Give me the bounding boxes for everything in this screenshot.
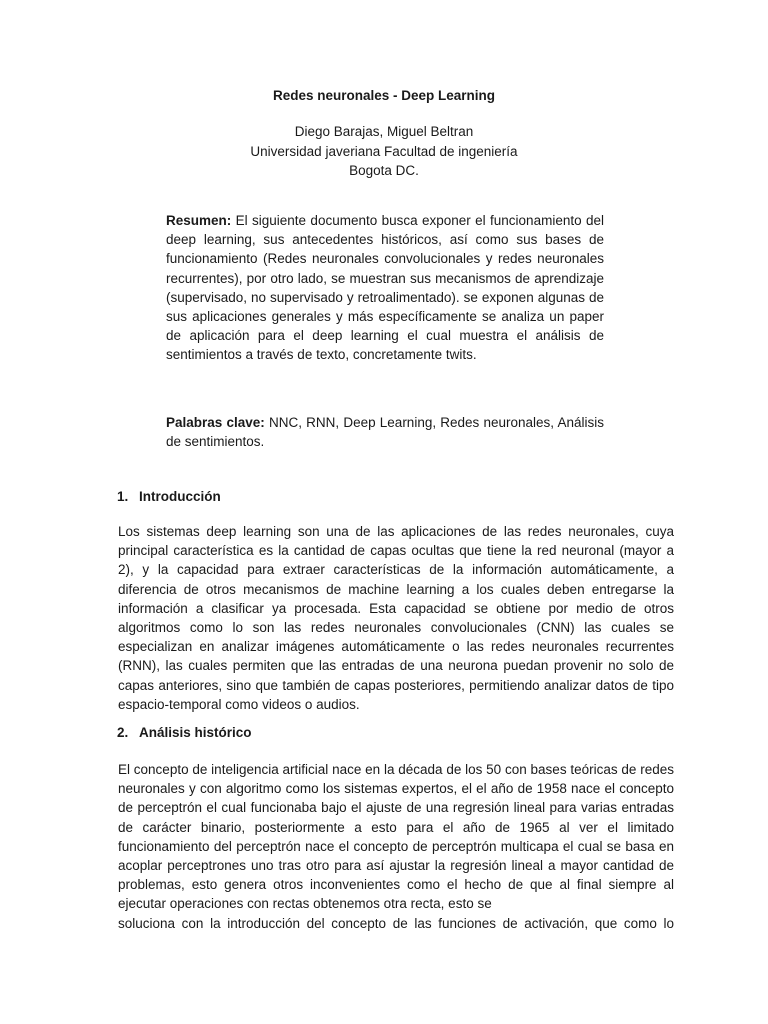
paper-title: Redes neuronales - Deep Learning <box>272 88 496 103</box>
author-city: Bogota DC. <box>349 163 419 178</box>
section-title: Análisis histórico <box>139 725 252 740</box>
abstract <box>166 211 604 365</box>
paragraph-text: El concepto de inteligencia artificial nace en la década de los 50 con bases teóricas de redes neuronales y con algoritmo como los sistemas expertos, el el año de 1958 nace el concepto de perceptrón el cual funcionaba bajo el ajuste de una regresión lineal para varias entradas de carácter binario, posteriormente a esto para el año de 1965 al ver el limitado funcionamiento del perceptrón nace el concepto de perceptrón multicapa el cual se basa en acoplar perceptrones uno tras otro para así ajustar la regresión lineal a mayor cantidad de problemas, esto genera otros inconvenientes como el hecho de que al final siempre al ejecutar operaciones con rectas obtenemos otra recta, esto se <box>118 762 674 912</box>
paragraph-last-line: soluciona con la introducción del concepto de las funciones de activación, que como lo <box>118 915 674 931</box>
author-names: Diego Barajas, Miguel Beltran <box>294 124 474 139</box>
section-number: 2. <box>117 725 129 740</box>
keywords-label: Palabras clave: <box>166 415 265 430</box>
author-block <box>0 122 768 181</box>
keywords-text: NNC, RNN, Deep Learning, Redes neuronales, Análisis de sentimientos. <box>166 415 604 450</box>
abstract-text: El siguiente documento busca exponer el funcionamiento del deep learning, sus antecedentes históricos, así como sus bases de funcionamiento (Redes neuronales convolucionales y redes neuronales recurrentes), por otro lado, se muestran sus mecanismos de aprendizaje (supervisado, no supervisado y retroalimentado). se exponen algunas de sus aplicaciones generales y más específicamente se analiza un paper de aplicación para el deep learning el cual muestra el análisis de sentimientos a través de texto, concretamente twits. <box>166 213 604 363</box>
section-paragraph-introduccion: Los sistemas deep learning son una de las aplicaciones de las redes neuronales, cuya principal característica es la cantidad de capas ocultas que tiene la red neuronal (mayor a 2), y la capacidad para extraer características de la información automáticamente, a diferencia de otros mecanismos de machine learning a los cuales deben entregarse la información a clasificar ya procesada. Esta capacidad se obtiene por medio de otros algoritmos como lo son las redes neuronales convolucionales (CNN) las cuales se especializan en analizar imágenes automáticamente o las redes neuronales recurrentes (RNN), las cuales permiten que las entradas de una neurona puedan provenir no solo de capas anteriores, sino que también de capas posteriores, permitiendo analizar datos de tipo espacio-temporal como videos o audios. <box>118 524 674 712</box>
author-affiliation: Universidad javeriana Facultad de ingeniería <box>250 143 518 159</box>
section-heading-introduccion <box>117 487 221 507</box>
section-heading-analisis-historico <box>117 723 252 743</box>
section-title: Introducción <box>139 489 221 504</box>
section-paragraph-analisis-historico <box>118 760 674 933</box>
keywords <box>166 413 604 451</box>
abstract-label: Resumen: <box>166 213 232 228</box>
section-number: 1. <box>117 489 129 504</box>
